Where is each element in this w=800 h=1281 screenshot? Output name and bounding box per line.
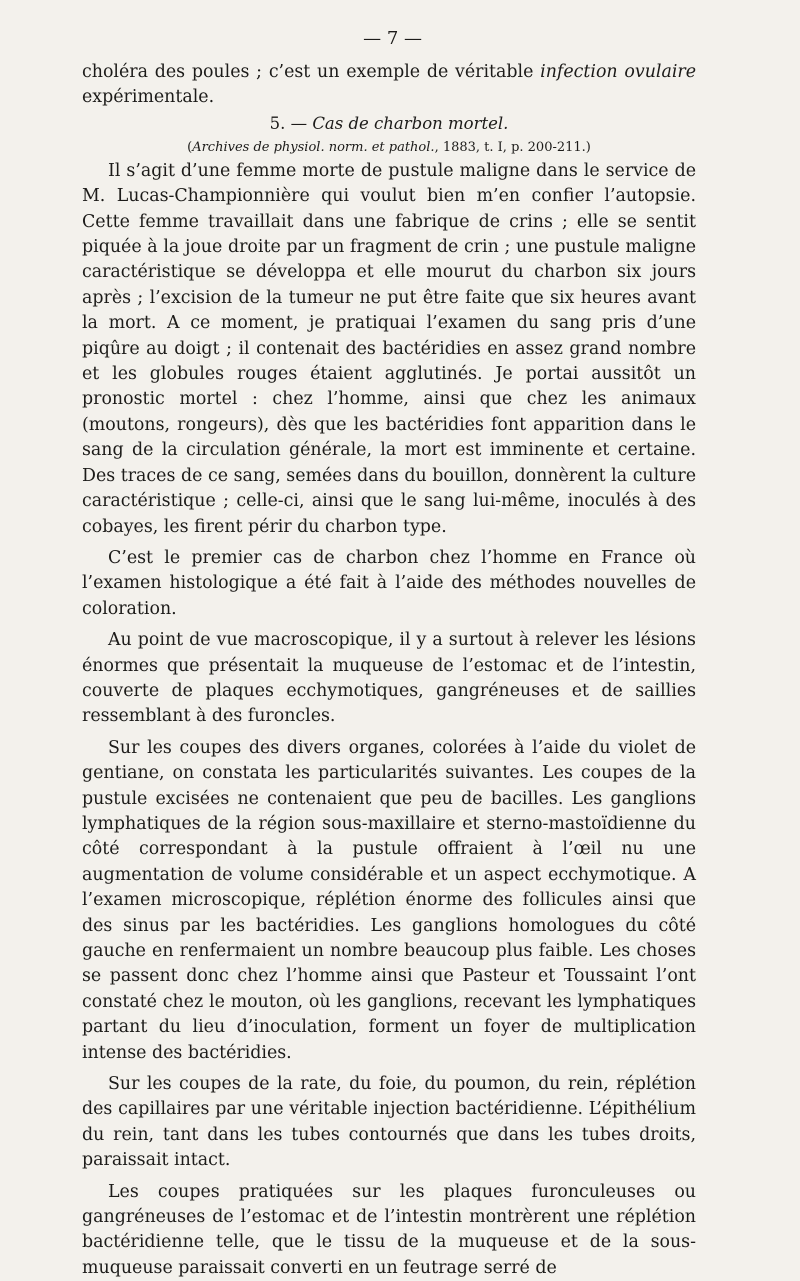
paragraph: C’est le premier cas de charbon chez l’homme en France où l’examen histologique a été fait à l’aide des méthodes nouvelles de coloration.	[82, 547, 696, 619]
paragraph: Les coupes pratiquées sur les plaques furonculeuses ou gangréneuses de l’estomac et de l’intestin montrèrent une réplétion bactéridienne telle, que le tissu de la muqueuse et de la sous-muqueuse paraissait converti en un feutrage serré de	[82, 1181, 696, 1278]
source-citation: (Archives de physiol. norm. et pathol., 1883, t. I, p. 200-211.)	[187, 139, 591, 155]
paragraph: Au point de vue macroscopique, il y a surtout à relever les lésions énormes que présentait la muqueuse de l’estomac et de l’intestin, couverte de plaques ecchymotiques, gangréneuses et de saillies ressemblant à des furoncles.	[82, 630, 696, 727]
paragraph: Sur les coupes de la rate, du foie, du poumon, du rein, réplétion des capillaires par une véritable injection bactéridienne. L’épithélium du rein, tant dans les tubes contournés que dans les tubes droits, paraissait intact.	[82, 1074, 696, 1171]
section-heading: 5. — Cas de charbon mortel.	[269, 113, 509, 133]
text-body	[82, 60, 696, 1281]
opening-paragraph: choléra des poules ; c’est un exemple de véritable infection ovulaire expérimentale.	[82, 62, 696, 108]
paragraph: Il s’agit d’une femme morte de pustule maligne dans le service de M. Lucas-Championnière qui voulut bien m’en confier l’autopsie. Cette femme travaillait dans une fabrique de crins ; elle se sentit piquée à la joue droite par un fragment de crin ; une pustule maligne caractéristique se développa et elle mourut du charbon six jours après ; l’excision de la tumeur ne put être faite que six heures avant la mort. A ce moment, je pratiquai l’examen du sang pris d’une piqûre au doigt ; il contenait des bactéridies en assez grand nombre et les globules rouges étaient agglutinés. Je portai aussitôt un pronostic mortel : chez l’homme, ainsi que chez les animaux (moutons, rongeurs), dès que les bactéridies font apparition dans le sang de la circulation générale, la mort est imminente et certaine. Des traces de ce sang, semées dans du bouillon, donnèrent la culture caractéristique ; celle-ci, ainsi que le sang lui-même, inoculés à des cobayes, les firent périr du charbon type.	[82, 160, 696, 537]
paragraph: Sur les coupes des divers organes, colorées à l’aide du violet de gentiane, on constata les particularités suivantes. Les coupes de la pustule excisées ne contenaient que peu de bacilles. Les ganglions lymphatiques de la région sous-maxillaire et sterno-mastoïdienne du côté correspondant à la pustule offraient à l’œil nu une augmentation de volume considérable et un aspect ecchymotique. A l’examen microscopique, réplétion énorme des follicules ainsi que des sinus par les bactéridies. Les ganglions homologues du côté gauche en renfermaient un nombre beaucoup plus faible. Les choses se passent donc chez l’homme ainsi que Pasteur et Toussaint l’ont constaté chez le mouton, où les ganglions, recevant les lymphatiques partant du lieu d’inoculation, forment un foyer de multiplication intense des bactéridies.	[82, 737, 696, 1063]
page-number: — 7 —	[363, 28, 422, 49]
